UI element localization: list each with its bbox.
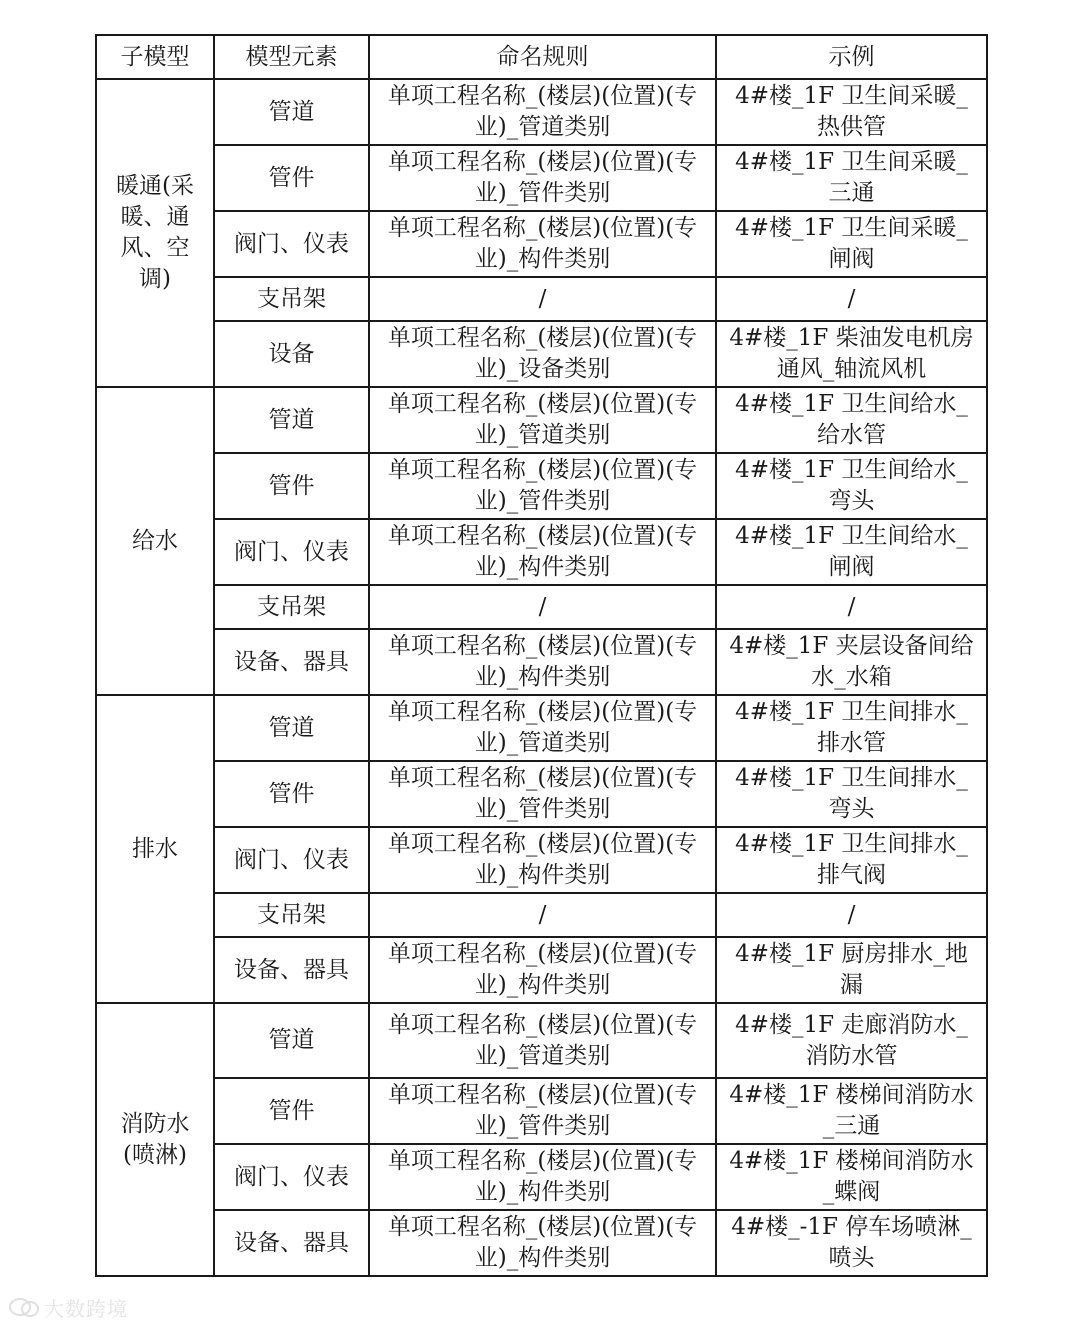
element-cell: 阀门、仪表 bbox=[214, 827, 369, 893]
watermark-text: 大数跨境 bbox=[44, 1297, 128, 1321]
example-cell: 4#楼_1F 走廊消防水_消防水管 bbox=[716, 1003, 987, 1078]
rule-cell: 单项工程名称_(楼层)(位置)(专业)_管件类别 bbox=[369, 761, 716, 827]
table-row bbox=[96, 585, 987, 629]
table-row bbox=[96, 761, 987, 827]
submodel-cell: 给水 bbox=[96, 387, 214, 695]
element-cell: 设备、器具 bbox=[214, 1210, 369, 1276]
submodel-cell: 暖通(采暖、通风、空调) bbox=[96, 79, 214, 387]
element-cell: 管道 bbox=[214, 1003, 369, 1078]
example-cell: 4#楼_-1F 停车场喷淋_喷头 bbox=[716, 1210, 987, 1276]
table-row bbox=[96, 893, 987, 937]
header-example: 示例 bbox=[716, 35, 987, 79]
element-cell: 阀门、仪表 bbox=[214, 1144, 369, 1210]
element-cell: 管件 bbox=[214, 453, 369, 519]
table-row bbox=[96, 827, 987, 893]
element-cell: 支吊架 bbox=[214, 893, 369, 937]
rule-cell: 单项工程名称_(楼层)(位置)(专业)_管道类别 bbox=[369, 1003, 716, 1078]
table-row bbox=[96, 519, 987, 585]
element-cell: 管件 bbox=[214, 1078, 369, 1144]
rule-cell: 单项工程名称_(楼层)(位置)(专业)_构件类别 bbox=[369, 1210, 716, 1276]
rule-cell: / bbox=[369, 277, 716, 321]
table-row bbox=[96, 277, 987, 321]
table-row bbox=[96, 1003, 987, 1078]
submodel-cell: 排水 bbox=[96, 695, 214, 1003]
example-cell: 4#楼_1F 楼梯间消防水_三通 bbox=[716, 1078, 987, 1144]
element-cell: 设备、器具 bbox=[214, 629, 369, 695]
example-cell: / bbox=[716, 277, 987, 321]
chat-bubble-logo-icon bbox=[8, 1297, 40, 1319]
example-cell: 4#楼_1F 卫生间排水_排水管 bbox=[716, 695, 987, 761]
example-cell: 4#楼_1F 卫生间采暖_闸阀 bbox=[716, 211, 987, 277]
element-cell: 管道 bbox=[214, 387, 369, 453]
header-submodel: 子模型 bbox=[96, 35, 214, 79]
example-cell: / bbox=[716, 585, 987, 629]
rule-cell: 单项工程名称_(楼层)(位置)(专业)_构件类别 bbox=[369, 629, 716, 695]
rule-cell: 单项工程名称_(楼层)(位置)(专业)_构件类别 bbox=[369, 827, 716, 893]
header-naming-rule: 命名规则 bbox=[369, 35, 716, 79]
example-cell: 4#楼_1F 柴油发电机房通风_轴流风机 bbox=[716, 321, 987, 387]
example-cell: 4#楼_1F 卫生间采暖_三通 bbox=[716, 145, 987, 211]
rule-cell: / bbox=[369, 893, 716, 937]
table-row bbox=[96, 937, 987, 1003]
example-cell: 4#楼_1F 卫生间排水_弯头 bbox=[716, 761, 987, 827]
element-cell: 管件 bbox=[214, 145, 369, 211]
element-cell: 支吊架 bbox=[214, 585, 369, 629]
example-cell: 4#楼_1F 卫生间给水_闸阀 bbox=[716, 519, 987, 585]
rule-cell: 单项工程名称_(楼层)(位置)(专业)_设备类别 bbox=[369, 321, 716, 387]
table-row bbox=[96, 1078, 987, 1144]
submodel-cell: 消防水(喷淋) bbox=[96, 1003, 214, 1276]
rule-cell: 单项工程名称_(楼层)(位置)(专业)_管道类别 bbox=[369, 695, 716, 761]
rule-cell: 单项工程名称_(楼层)(位置)(专业)_管件类别 bbox=[369, 1078, 716, 1144]
example-cell: 4#楼_1F 卫生间给水_给水管 bbox=[716, 387, 987, 453]
watermark bbox=[8, 1293, 128, 1322]
table-row bbox=[96, 321, 987, 387]
rule-cell: 单项工程名称_(楼层)(位置)(专业)_构件类别 bbox=[369, 519, 716, 585]
example-cell: 4#楼_1F 夹层设备间给水_水箱 bbox=[716, 629, 987, 695]
rule-cell: 单项工程名称_(楼层)(位置)(专业)_构件类别 bbox=[369, 211, 716, 277]
table-row bbox=[96, 1144, 987, 1210]
table-row bbox=[96, 453, 987, 519]
table-row bbox=[96, 387, 987, 453]
element-cell: 阀门、仪表 bbox=[214, 211, 369, 277]
element-cell: 管道 bbox=[214, 79, 369, 145]
rule-cell: 单项工程名称_(楼层)(位置)(专业)_管件类别 bbox=[369, 145, 716, 211]
table-row bbox=[96, 211, 987, 277]
table-row bbox=[96, 629, 987, 695]
table-row bbox=[96, 145, 987, 211]
table-row bbox=[96, 1210, 987, 1276]
example-cell: 4#楼_1F 卫生间排水_排气阀 bbox=[716, 827, 987, 893]
element-cell: 管道 bbox=[214, 695, 369, 761]
rule-cell: 单项工程名称_(楼层)(位置)(专业)_管道类别 bbox=[369, 387, 716, 453]
example-cell: 4#楼_1F 楼梯间消防水_蝶阀 bbox=[716, 1144, 987, 1210]
rule-cell: 单项工程名称_(楼层)(位置)(专业)_管道类别 bbox=[369, 79, 716, 145]
header-row bbox=[96, 35, 987, 79]
element-cell: 支吊架 bbox=[214, 277, 369, 321]
table-row bbox=[96, 79, 987, 145]
element-cell: 设备、器具 bbox=[214, 937, 369, 1003]
rule-cell: 单项工程名称_(楼层)(位置)(专业)_管件类别 bbox=[369, 453, 716, 519]
example-cell: 4#楼_1F 卫生间给水_弯头 bbox=[716, 453, 987, 519]
element-cell: 管件 bbox=[214, 761, 369, 827]
rule-cell: 单项工程名称_(楼层)(位置)(专业)_构件类别 bbox=[369, 937, 716, 1003]
element-cell: 阀门、仪表 bbox=[214, 519, 369, 585]
rule-cell: / bbox=[369, 585, 716, 629]
example-cell: 4#楼_1F 卫生间采暖_热供管 bbox=[716, 79, 987, 145]
element-cell: 设备 bbox=[214, 321, 369, 387]
example-cell: 4#楼_1F 厨房排水_地漏 bbox=[716, 937, 987, 1003]
naming-rules-table bbox=[95, 34, 988, 1277]
table-row bbox=[96, 695, 987, 761]
rule-cell: 单项工程名称_(楼层)(位置)(专业)_构件类别 bbox=[369, 1144, 716, 1210]
example-cell: / bbox=[716, 893, 987, 937]
header-model-element: 模型元素 bbox=[214, 35, 369, 79]
